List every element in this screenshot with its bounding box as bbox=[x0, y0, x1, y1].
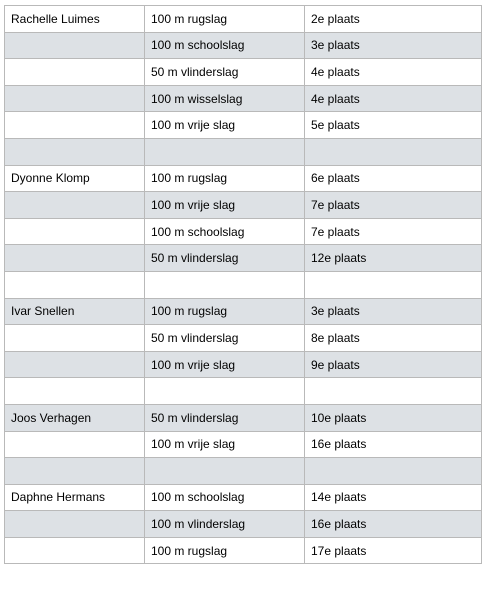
placement-cell: 2e plaats bbox=[305, 6, 482, 33]
event-cell: 100 m schoolslag bbox=[145, 218, 305, 245]
swimmer-name-cell: Daphne Hermans bbox=[5, 484, 145, 511]
placement-cell: 14e plaats bbox=[305, 484, 482, 511]
results-table bbox=[4, 5, 482, 564]
event-cell: 100 m vrije slag bbox=[145, 192, 305, 219]
swimmer-name-cell bbox=[5, 59, 145, 86]
table-row bbox=[5, 458, 482, 485]
placement-cell: 7e plaats bbox=[305, 192, 482, 219]
event-cell: 50 m vlinderslag bbox=[145, 245, 305, 272]
table-row bbox=[5, 218, 482, 245]
placement-cell: 10e plaats bbox=[305, 404, 482, 431]
event-cell: 100 m rugslag bbox=[145, 165, 305, 192]
event-cell: 50 m vlinderslag bbox=[145, 404, 305, 431]
table-row bbox=[5, 85, 482, 112]
event-cell: 100 m vlinderslag bbox=[145, 511, 305, 538]
placement-cell: 12e plaats bbox=[305, 245, 482, 272]
swimmer-name-cell bbox=[5, 112, 145, 139]
placement-cell: 3e plaats bbox=[305, 32, 482, 59]
swimmer-name-cell bbox=[5, 85, 145, 112]
placement-cell: 8e plaats bbox=[305, 325, 482, 352]
results-table-body bbox=[5, 6, 482, 564]
swimmer-name-cell bbox=[5, 537, 145, 564]
swimmer-name-cell: Ivar Snellen bbox=[5, 298, 145, 325]
swimmer-name-cell bbox=[5, 458, 145, 485]
event-cell: 100 m rugslag bbox=[145, 6, 305, 33]
placement-cell bbox=[305, 378, 482, 405]
event-cell: 100 m schoolslag bbox=[145, 484, 305, 511]
table-row bbox=[5, 404, 482, 431]
placement-cell: 4e plaats bbox=[305, 85, 482, 112]
event-cell bbox=[145, 378, 305, 405]
event-cell: 100 m schoolslag bbox=[145, 32, 305, 59]
placement-cell: 9e plaats bbox=[305, 351, 482, 378]
placement-cell: 5e plaats bbox=[305, 112, 482, 139]
table-row bbox=[5, 431, 482, 458]
table-row bbox=[5, 271, 482, 298]
swimmer-name-cell bbox=[5, 245, 145, 272]
event-cell: 100 m vrije slag bbox=[145, 351, 305, 378]
event-cell bbox=[145, 271, 305, 298]
table-row bbox=[5, 32, 482, 59]
swimmer-name-cell bbox=[5, 218, 145, 245]
table-row bbox=[5, 298, 482, 325]
event-cell bbox=[145, 458, 305, 485]
event-cell: 50 m vlinderslag bbox=[145, 59, 305, 86]
placement-cell bbox=[305, 138, 482, 165]
swimmer-name-cell bbox=[5, 511, 145, 538]
swimmer-name-cell bbox=[5, 325, 145, 352]
table-row bbox=[5, 6, 482, 33]
event-cell: 50 m vlinderslag bbox=[145, 325, 305, 352]
table-row bbox=[5, 378, 482, 405]
table-row bbox=[5, 351, 482, 378]
event-cell: 100 m wisselslag bbox=[145, 85, 305, 112]
table-row bbox=[5, 325, 482, 352]
swimmer-name-cell bbox=[5, 271, 145, 298]
placement-cell: 3e plaats bbox=[305, 298, 482, 325]
table-row bbox=[5, 192, 482, 219]
swimmer-name-cell bbox=[5, 431, 145, 458]
table-row bbox=[5, 165, 482, 192]
table-row bbox=[5, 138, 482, 165]
placement-cell bbox=[305, 458, 482, 485]
swimmer-name-cell bbox=[5, 192, 145, 219]
table-row bbox=[5, 112, 482, 139]
placement-cell: 17e plaats bbox=[305, 537, 482, 564]
swimmer-name-cell: Rachelle Luimes bbox=[5, 6, 145, 33]
swimmer-name-cell bbox=[5, 138, 145, 165]
swimmer-name-cell bbox=[5, 32, 145, 59]
table-row bbox=[5, 511, 482, 538]
swimmer-name-cell bbox=[5, 378, 145, 405]
swimmer-name-cell: Joos Verhagen bbox=[5, 404, 145, 431]
event-cell: 100 m vrije slag bbox=[145, 431, 305, 458]
table-row bbox=[5, 245, 482, 272]
placement-cell: 7e plaats bbox=[305, 218, 482, 245]
placement-cell: 16e plaats bbox=[305, 431, 482, 458]
placement-cell: 16e plaats bbox=[305, 511, 482, 538]
swimmer-name-cell: Dyonne Klomp bbox=[5, 165, 145, 192]
event-cell bbox=[145, 138, 305, 165]
event-cell: 100 m rugslag bbox=[145, 298, 305, 325]
placement-cell bbox=[305, 271, 482, 298]
table-row bbox=[5, 59, 482, 86]
table-row bbox=[5, 484, 482, 511]
placement-cell: 4e plaats bbox=[305, 59, 482, 86]
placement-cell: 6e plaats bbox=[305, 165, 482, 192]
event-cell: 100 m rugslag bbox=[145, 537, 305, 564]
table-row bbox=[5, 537, 482, 564]
swimmer-name-cell bbox=[5, 351, 145, 378]
event-cell: 100 m vrije slag bbox=[145, 112, 305, 139]
